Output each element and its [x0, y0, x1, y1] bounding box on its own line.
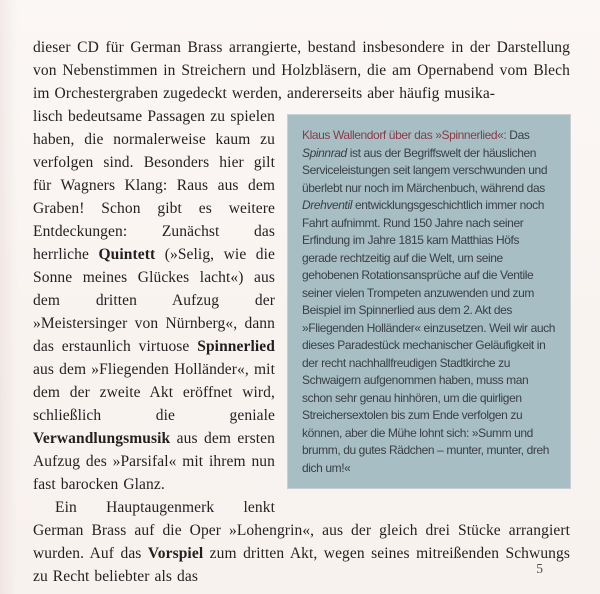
sidebar-note-text: Klaus Wallendorf über das »Spinnerlied«: Das Spinnrad ist aus der Begriffswelt der häuslichen Serviceleistungen seit langem verschwunden und überlebt nur noch im Märchenbuch, während das Drehventil entwicklungsgeschichtlich immer noch Fahrt aufnimmt. Rund 150 Jahre nach seiner Erfindung im Jahre 1815 kam Matthias Höfs gerade rechtzeitig auf die Welt, um seine gehobenen Rotationsansprüche auf die Ventile seiner vielen Trompeten anzuwenden und zum Beispiel im Spinnerlied aus dem 2. Akt des »Fliegenden Holländer« einzusetzen. Weil wir auch dieses Paradestück mechanischer Geläufigkeit in der recht nachhallfreudigen Stadtkirche zu Schwaigern aufgenommen haben, muss man schon sehr genau hinhören, um die quirligen Streichersextolen bis zum Ende verfolgen zu können, aber die Mühe lohnt sich: »Summ und brumm, du gutes Rädchen – munter, munter, dreh dich um!« — [302, 128, 556, 475]
intro-paragraph: dieser CD für German Brass arrangierte, bestand insbesondere in der Darstellung von Nebenstimmen in Streichern und Holzbläsern, die am Opernabend vom Blech im Orchestergraben zugedeckt werden, andererseits aber häufig musika- — [33, 39, 570, 102]
wrapped-text-flow — [33, 105, 570, 588]
page-content — [33, 36, 570, 588]
spinnerlied-sidebar-note — [288, 115, 570, 488]
main-paragraph: lisch bedeutsame Passagen zu spielen haben, die normalerweise kaum zu verfolgen sind. Besonders hier gilt für Wagners Klang: Raus aus dem Graben! Schon gibt es weitere Entdeckungen: Zunächst das herrliche Quintett (»Selig, wie die Sonne meines Glückes lacht«) aus dem dritten Aufzug der »Meistersinger von Nürnberg«, dann das erstaunlich virtuose Spinnerlied aus dem »Fliegenden Holländer«, mit dem der zweite Akt eröffnet wird, schließlich die geniale Verwandlungsmusik aus dem ersten Aufzug des »Parsifal« mit ihrem nun fast barocken Glanz. — [33, 108, 276, 493]
closing-paragraph: Ein Hauptaugenmerk lenkt German Brass auf die Oper »Lohengrin«, aus der gleich drei Stücke arrangiert wurden. Auf das Vorspiel zum dritten Akt, wegen seines mitreißenden Schwungs zu Recht beliebter als das — [33, 499, 571, 585]
page-number: 5 — [536, 561, 543, 576]
